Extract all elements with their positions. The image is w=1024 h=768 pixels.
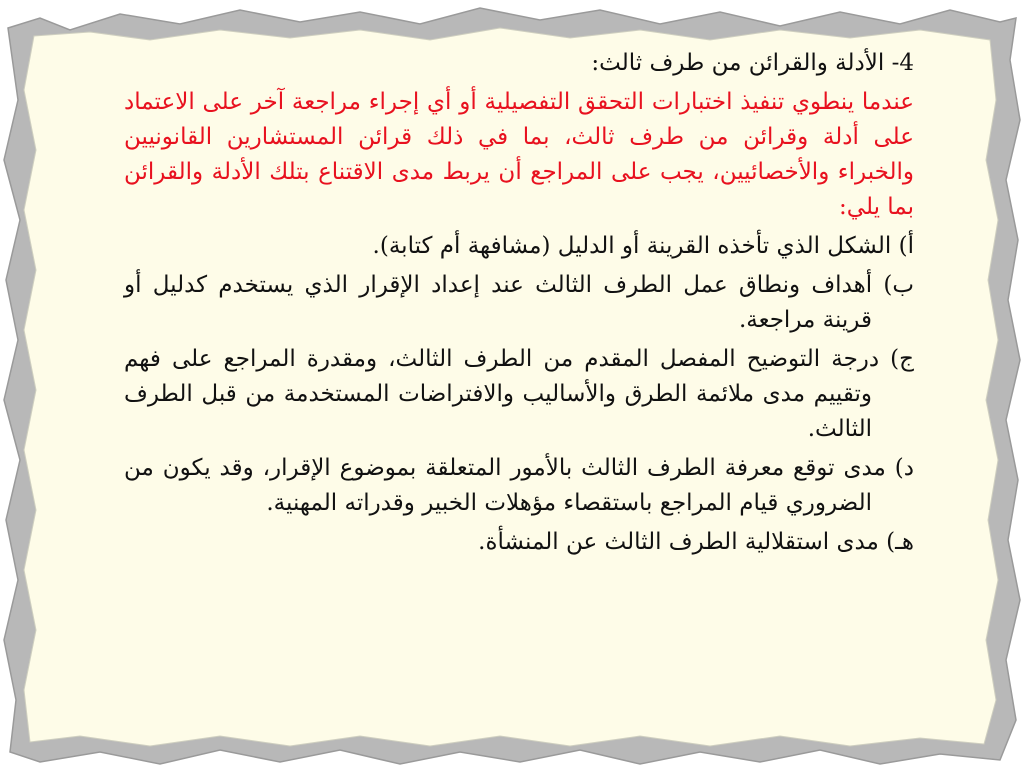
list-item-e: هـ) مدى استقلالية الطرف الثالث عن المنشأة. [478,529,914,555]
list-item-c: ج) درجة التوضيح المفصل المقدم من الطرف الثالث، ومقدرة المراجع على فهم وتقييم مدى ملائمة الطرق والأساليب والافتراضات المستخدمة من قبل الطرف الثالث. [124,346,914,442]
list-item-a: أ) الشكل الذي تأخذه القرينة أو الدليل (مشافهة أم كتابة). [372,233,914,259]
slide-heading: 4- الأدلة والقرائن من طرف ثالث: [591,50,914,76]
slide-content [124,46,914,564]
list-item-d: د) مدى توقع معرفة الطرف الثالث بالأمور المتعلقة بموضوع الإقرار، وقد يكون من الضروري قيام المراجع باستقصاء مؤهلات الخبير وقدراته المهنية. [124,455,914,516]
intro-paragraph: عندما ينطوي تنفيذ اختبارات التحقق التفصيلية أو أي إجراء مراجعة آخر على الاعتماد على أدلة وقرائن من طرف ثالث، بما في ذلك قرائن المستشارين القانونيين والخبراء والأخصائيين، يجب على المراجع أن يربط مدى الاقتناع بتلك الأدلة والقرائن بما يلي: [124,89,914,220]
list-item-b: ب) أهداف ونطاق عمل الطرف الثالث عند إعداد الإقرار الذي يستخدم كدليل أو قرينة مراجعة. [124,272,914,333]
